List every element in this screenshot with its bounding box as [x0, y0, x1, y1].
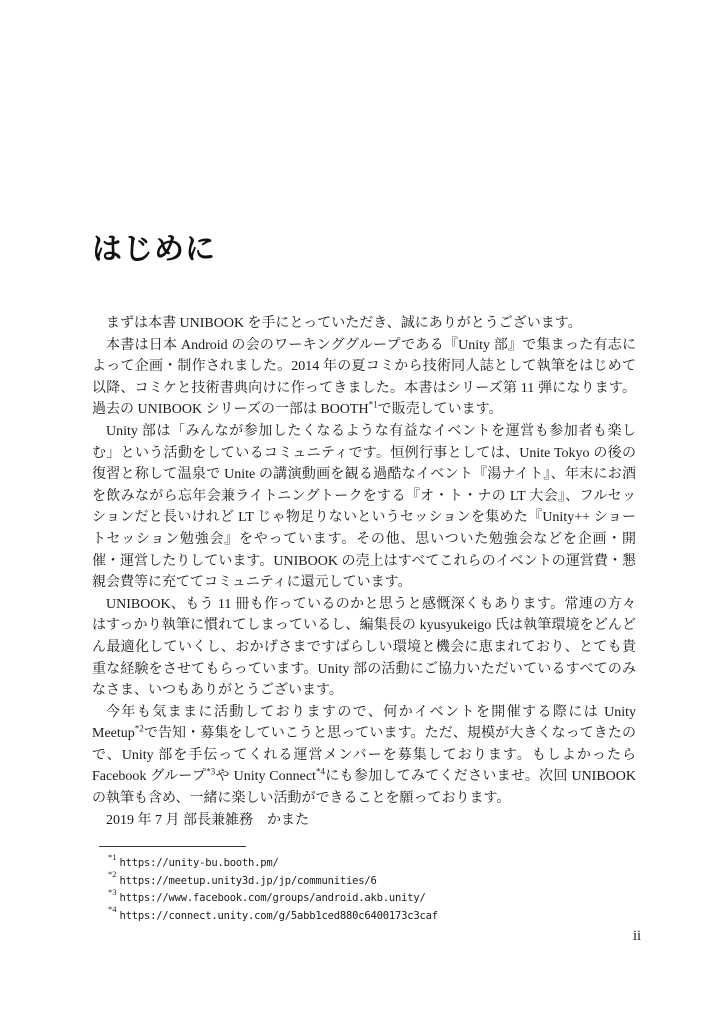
body-paragraphs	[92, 313, 636, 831]
page-title: はじめに	[92, 233, 216, 267]
paragraph-text: Unity 部は「みんなが参加したくなるような有益なイベントを運営も参加者も楽しむ」という活動をしているコミュニティです。恒例行事としては、Unite Tokyo の後の復習と称して温泉で Unite の講演動画を観る過酷なイベント『湯ナイト』、年末にお酒を飲みながら忘年会兼ライトニングトークをする『オ・ト・ナの LT 大会』、フルセッションだと長いけれど LT じゃ物足りないというセッションを集めた『Unity++ ショートセッション勉強会』をやっています。その他、思いついた勉強会などを企画・開催・運営したりしています。UNIBOOK の売上はすべてこれらのイベントの運営費・懇親会費等に充ててコミュニティに還元しています。	[92, 423, 636, 591]
footnote-item	[99, 869, 438, 890]
footnote-url: https://unity-bu.booth.pm/	[119, 857, 279, 869]
footnote-list	[99, 851, 438, 924]
footnote-url: https://meetup.unity3d.jp/jp/communities/6	[119, 874, 377, 887]
paragraph-text: まずは本書 UNIBOOK を手にとっていただき、誠にありがとうございます。	[106, 316, 582, 331]
footnote-marker: *4	[315, 766, 325, 777]
footnote-marker: *2	[134, 723, 144, 734]
paragraph-text: 本書は日本 Android の会のワーキンググループである『Unity 部』で集まった有志によって企画・制作されました。2014 年の夏コミから技術同人誌として執筆をはじめて以降、コミケと技術書典向けに作ってきました。本書はシリーズ第 11 弾になります。過去の UNIBOOK シリーズの一部は BOOTH	[92, 337, 636, 418]
page-number: ii	[632, 928, 641, 944]
paragraph-text: や Unity Connect	[215, 769, 316, 785]
paragraph-text: で告知・募集をしていこうと思っています。ただ、規模が大きくなってきたので、Unity 部を手伝ってくれる運営メンバーを募集しております。もしよかったら Facebook グループ	[92, 726, 636, 785]
paragraph-text: にも参加してみてくださいませ。次回 UNIBOOK の執筆も含め、一緒に楽しい活動ができることを願っております。	[92, 769, 637, 807]
footnote-marker: *3	[108, 886, 117, 897]
footnote-marker: *1	[368, 399, 378, 410]
footnote-rule	[99, 846, 246, 847]
paragraph-text: 2019 年 7 月 部長兼雑務 かまた	[106, 812, 309, 828]
footnote-marker: *2	[108, 869, 117, 880]
footnote-item	[99, 904, 438, 925]
paragraph	[92, 702, 636, 810]
footnote-url: https://connect.unity.com/g/5abb1ced880c6400173c3caf	[119, 909, 438, 922]
paragraph	[92, 810, 636, 832]
footnote-url: https://www.facebook.com/groups/android.akb.unity/	[119, 892, 426, 905]
footnote-item	[99, 886, 438, 907]
paragraph-text: で販売しています。	[377, 402, 503, 418]
paragraph	[92, 594, 636, 702]
footnote-marker: *1	[108, 851, 117, 862]
footnote-marker: *3	[206, 766, 216, 777]
paragraph	[92, 335, 636, 421]
paragraph-text: 今年も気ままに活動しておりますので、何かイベントを開催する際には Unity Meetup	[92, 704, 636, 742]
paragraph-text: UNIBOOK、もう 11 冊も作っているのかと思うと感慨深くもあります。常連の方々はすっかり執筆に慣れてしまっているし、編集長の kyusyukeigo 氏は執筆環境をどんどん最適化していくし、おかげさまですばらしい環境と機会に恵まれており、とても貴重な経験をさせてもらっています。Unity 部の活動にご協力いただいているすべてのみなさま、いつもありがとうございます。	[92, 596, 636, 699]
footnote-marker: *4	[108, 904, 117, 915]
paragraph	[92, 421, 636, 594]
paragraph	[92, 313, 636, 335]
footnotes	[99, 846, 438, 924]
footnote-item	[99, 851, 438, 872]
